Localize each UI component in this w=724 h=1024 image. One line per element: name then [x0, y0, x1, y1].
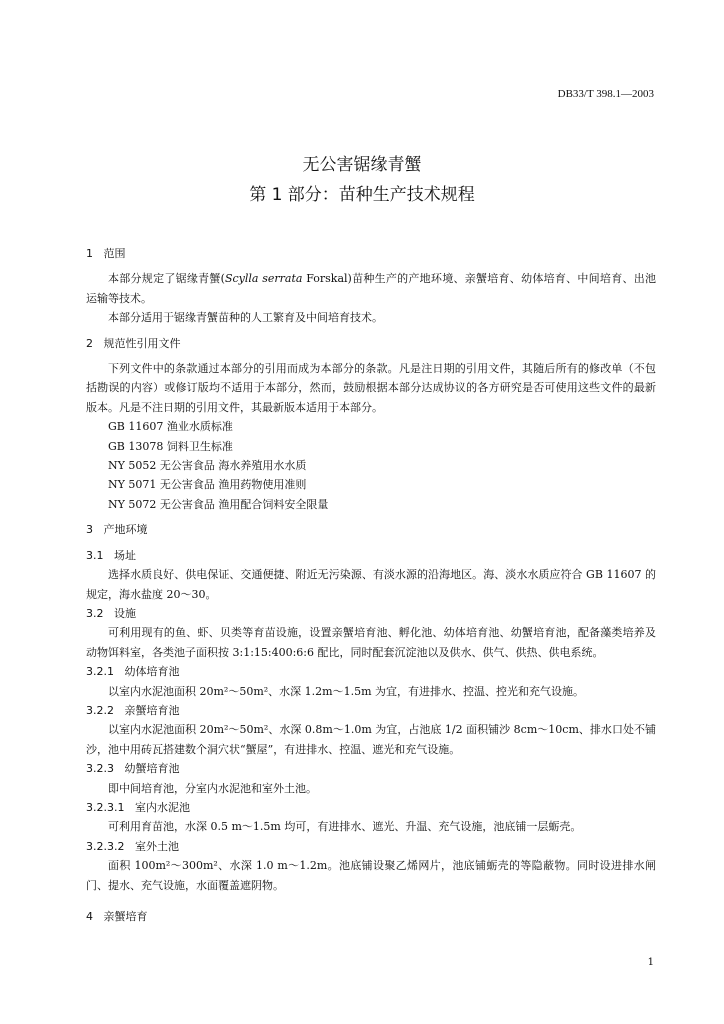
paragraph: 以室内水泥池面积 20m²～50m²、水深 0.8m～1.0m 为宜，占池底 1/2 面积铺沙 8cm～10cm、排水口处不铺沙，池中用砖瓦搭建数个洞穴状“蟹屋”，有进排水、控温、遮光和充气设施。	[86, 723, 656, 756]
paragraph: 下列文件中的条款通过本部分的引用而成为本部分的条款。凡是注日期的引用文件，其随后所有的修改单（不包括勘误的内容）或修订版均不适用于本部分，然而，鼓励根据本部分达成协议的各方研究是否可使用这些文件的最新版本。凡是不注日期的引用文件，其最新版本适用于本部分。	[86, 362, 656, 414]
section-number: 3.2	[86, 606, 104, 620]
paragraph: 本部分适用于锯缘青蟹苗种的人工繁育及中间培育技术。	[108, 311, 383, 325]
reference-item: GB 13078 饲料卫生标准	[108, 439, 233, 453]
document-subtitle: 第 1 部分：苗种生产技术规程	[249, 185, 475, 205]
text-run: Forskal)苗种生产的产地环境、亲蟹培育、幼体培育、中间培育、出池运输等技术。	[86, 272, 656, 305]
section-title: 幼蟹培育池	[124, 762, 180, 776]
species-name: Scylla serrata	[224, 272, 303, 286]
section-2-heading	[86, 334, 656, 353]
reference-item: NY 5072 无公害食品 渔用配合饲料安全限量	[108, 497, 329, 511]
section-number: 3.2.2	[86, 703, 114, 717]
section-number: 3.2.3.1	[86, 800, 125, 814]
document-body	[86, 244, 656, 926]
subsection-heading	[86, 798, 656, 817]
section-title: 场址	[114, 548, 136, 562]
standard-code: DB33/T 398.1—2003	[557, 88, 654, 100]
section-number: 1	[86, 247, 93, 260]
paragraph: 可利用育苗池，水深 0.5 m～1.5m 均可，有进排水、遮光、升温、充气设施，池底铺一层蛎壳。	[108, 820, 582, 834]
section-number: 3.1	[86, 548, 104, 562]
section-title: 室外土池	[134, 839, 179, 853]
paragraph: 选择水质良好、供电保证、交通便捷、附近无污染源、有淡水源的沿海地区。海、淡水水质应符合 GB 11607 的规定，海水盐度 20～30。	[86, 568, 656, 601]
section-number: 3.2.3.2	[86, 839, 125, 853]
section-title: 亲蟹培育池	[124, 703, 180, 717]
subsection-heading	[86, 701, 656, 720]
section-title: 室内水泥池	[134, 800, 190, 814]
section-title: 产地环境	[103, 523, 148, 537]
subsection-heading	[86, 759, 656, 778]
section-title: 范围	[103, 247, 126, 260]
reference-item: NY 5071 无公害食品 渔用药物使用准则	[108, 478, 307, 492]
subsection-heading	[86, 837, 656, 856]
paragraph: 即中间培育池，分室内水泥池和室外土池。	[108, 781, 317, 795]
section-3-heading	[86, 520, 656, 539]
section-title: 设施	[114, 606, 136, 620]
reference-item: GB 11607 渔业水质标准	[108, 420, 233, 434]
paragraph: 面积 100m²～300m²、水深 1.0 m～1.2m。池底铺设聚乙烯网片，池底铺蛎壳的等隐蔽物。同时设进排水闸门、提水、充气设施，水面覆盖遮阴物。	[86, 859, 656, 892]
subsection-heading	[86, 604, 656, 623]
section-1-heading	[86, 244, 656, 263]
reference-item: NY 5052 无公害食品 海水养殖用水水质	[108, 459, 307, 473]
section-title: 亲蟹培育	[103, 910, 148, 923]
subsection-heading	[86, 546, 656, 565]
subsection-heading	[86, 662, 656, 681]
paragraph: 以室内水泥池面积 20m²～50m²、水深 1.2m～1.5m 为宜，有进排水、控温、控光和充气设施。	[108, 684, 585, 698]
section-title: 幼体培育池	[124, 665, 180, 679]
section-number: 4	[86, 910, 93, 923]
paragraph	[86, 269, 656, 308]
section-4-heading	[86, 907, 656, 926]
section-number: 2	[86, 336, 93, 350]
section-number: 3.2.1	[86, 665, 114, 679]
text-run: 本部分规定了锯缘青蟹(	[108, 272, 225, 286]
section-number: 3.2.3	[86, 762, 114, 776]
document-title: 无公害锯缘青蟹	[302, 155, 422, 175]
page-number: 1	[647, 957, 654, 968]
section-number: 3	[86, 523, 93, 537]
paragraph: 可利用现有的鱼、虾、贝类等育苗设施，设置亲蟹培育池、孵化池、幼体培育池、幼蟹培育池，配备藻类培养及动物饵料室，各类池子面积按 3:1:15:400:6:6 配比，同时配套沉淀池以及供水、供气、供热、供电系统。	[86, 626, 656, 659]
section-title: 规范性引用文件	[103, 336, 181, 350]
